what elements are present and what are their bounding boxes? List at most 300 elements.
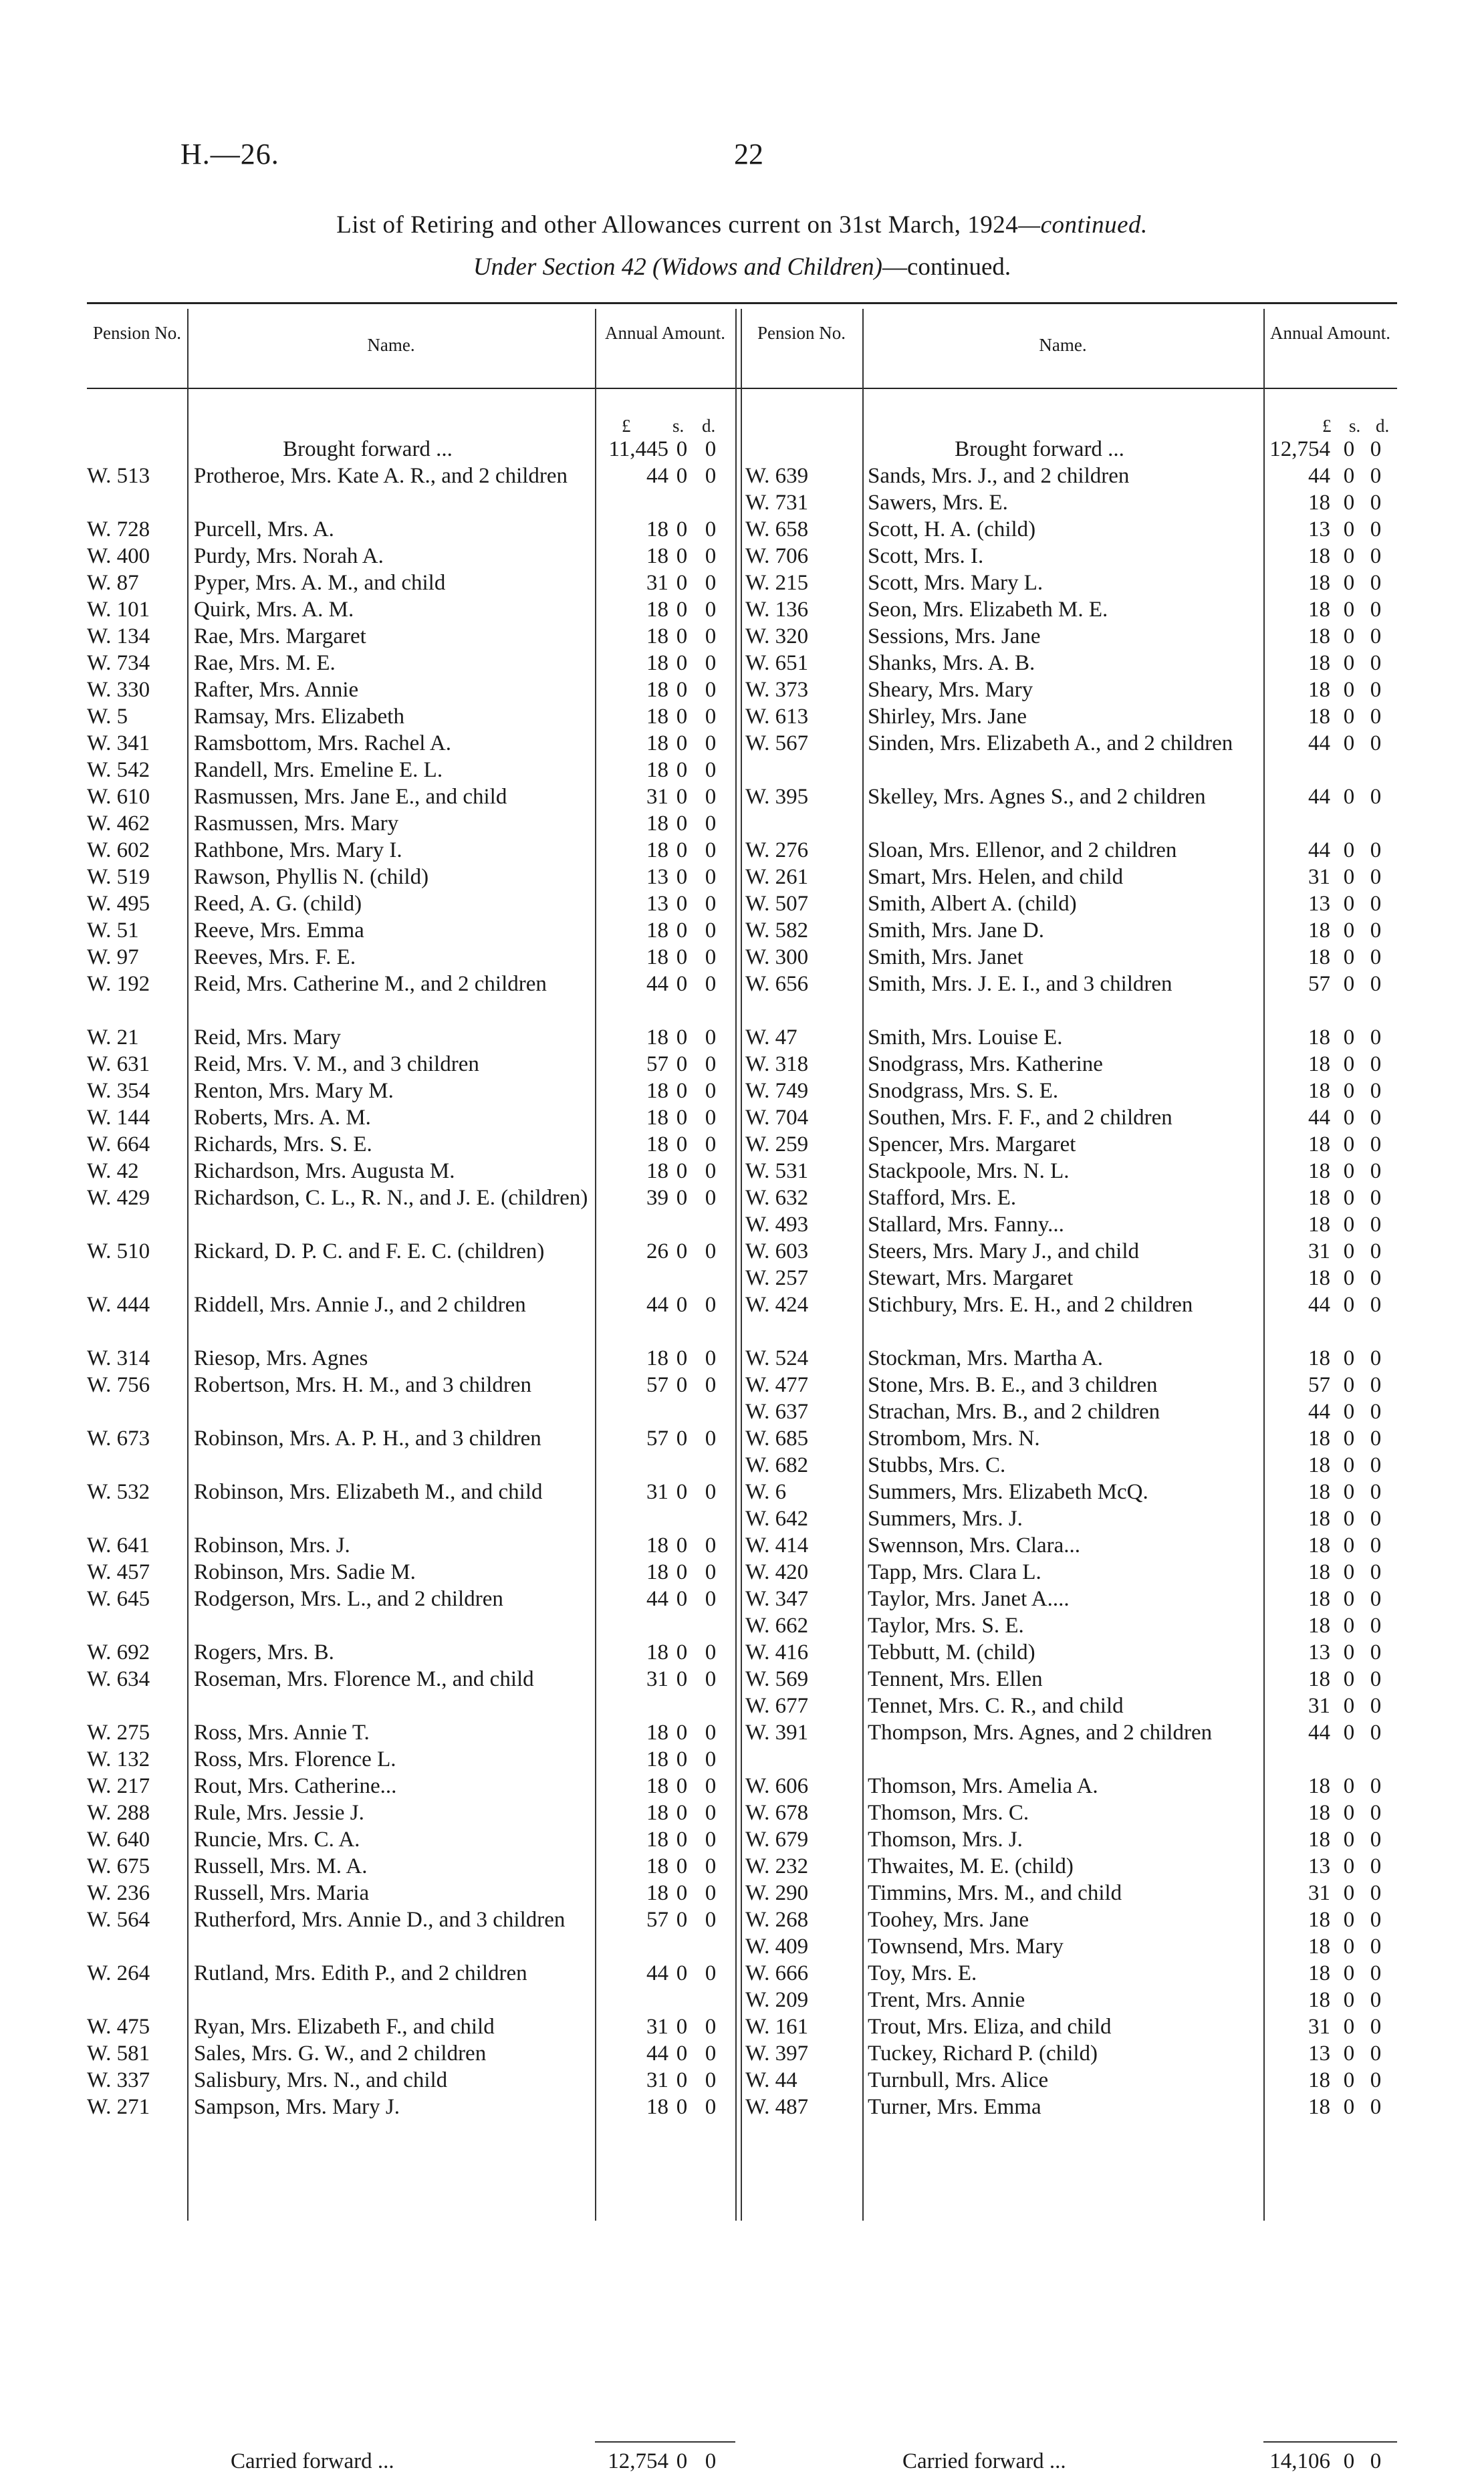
- pensioner-name: Swennson, Mrs. Clara...: [868, 1533, 1081, 1558]
- pensioner-name: Rutland, Mrs. Edith P., and 2 children: [194, 1961, 527, 1985]
- table-row: [87, 1104, 735, 1131]
- amount-pounds: 18: [1308, 1025, 1330, 1049]
- amount-shillings: 0: [676, 598, 688, 622]
- pensioner-name: Robinson, Mrs. Sadie M.: [194, 1560, 416, 1584]
- amount-shillings: 0: [1343, 1908, 1355, 1932]
- amount-pence: 0: [1370, 1935, 1382, 1959]
- amount-pence: 0: [1370, 517, 1382, 541]
- table-row: [87, 1372, 735, 1425]
- amount-shillings: 0: [1343, 1106, 1355, 1130]
- pensioner-name: Townsend, Mrs. Mary: [868, 1935, 1064, 1959]
- amount-shillings: 0: [1343, 1213, 1355, 1237]
- amount-shillings: 0: [1343, 918, 1355, 943]
- pensioner-name: Turnbull, Mrs. Alice: [868, 2068, 1049, 2092]
- pension-number: W. 728: [87, 517, 150, 541]
- pension-number: W. 734: [87, 651, 150, 675]
- table-row: [745, 1906, 1397, 1933]
- amount-shillings: 0: [1343, 785, 1355, 809]
- table-row: [745, 1452, 1397, 1479]
- amount-shillings: 0: [676, 1533, 688, 1558]
- amount-pence: 0: [1370, 1614, 1382, 1638]
- table-row: [745, 1693, 1397, 1719]
- table-row: [87, 1586, 735, 1639]
- carried-forward-label: Carried forward ...: [231, 2449, 394, 2473]
- amount-pounds: 31: [1308, 2015, 1330, 2039]
- header-annual-amount: Annual Amount.: [1270, 323, 1390, 343]
- header-annual-amount: Annual Amount.: [605, 323, 725, 343]
- pensioner-name: Snodgrass, Mrs. Katherine: [868, 1052, 1103, 1076]
- table-row: [745, 1880, 1397, 1906]
- amount-pence: 0: [1370, 1961, 1382, 1985]
- amount-pence: 0: [1370, 1560, 1382, 1584]
- pensioner-name: Strombom, Mrs. N.: [868, 1427, 1040, 1451]
- pension-number: W. 101: [87, 598, 150, 622]
- amount-pence: 0: [1370, 945, 1382, 969]
- amount-pounds: 18: [646, 624, 668, 648]
- table-row: [87, 1639, 735, 1666]
- table-row: [87, 676, 735, 703]
- amount-pounds: 18: [1308, 1988, 1330, 2012]
- pensioner-name: Quirk, Mrs. A. M.: [194, 598, 354, 622]
- amount-shillings: 0: [676, 544, 688, 568]
- table-row: [87, 1185, 735, 1238]
- amount-pounds: 18: [1308, 945, 1330, 969]
- pensioner-name: Rout, Mrs. Catherine...: [194, 1774, 397, 1798]
- pensioner-name: Runcie, Mrs. C. A.: [194, 1828, 360, 1852]
- table-row: [87, 1158, 735, 1185]
- amount-shillings: 0: [1343, 517, 1355, 541]
- pension-number: W. 276: [745, 838, 809, 862]
- amount-pounds: 31: [646, 2068, 668, 2092]
- pension-number: W. 610: [87, 785, 150, 809]
- amount-shillings: 0: [1343, 491, 1355, 515]
- amount-pence: 0: [1370, 1346, 1382, 1370]
- pensioner-name: Stockman, Mrs. Martha A.: [868, 1346, 1103, 1370]
- pensioner-name: Reeve, Mrs. Emma: [194, 918, 364, 943]
- pensioner-name: Southen, Mrs. F. F., and 2 children: [868, 1106, 1172, 1130]
- table-row: [745, 1719, 1397, 1773]
- pensioner-name: Stafford, Mrs. E.: [868, 1186, 1017, 1210]
- amount-pence: 0: [1370, 1854, 1382, 1878]
- amount-shillings: 0: [676, 1079, 688, 1103]
- amount-pence: 0: [705, 705, 717, 729]
- amount-pence: 0: [1370, 1079, 1382, 1103]
- amount-pounds: 18: [646, 1025, 668, 1049]
- amount-shillings: 0: [676, 705, 688, 729]
- amount-shillings: 0: [1343, 598, 1355, 622]
- amount-pounds: 18: [1308, 1453, 1330, 1477]
- amount-shillings: 0: [676, 2015, 688, 2039]
- amount-pence: 0: [705, 1132, 717, 1156]
- pension-number: W. 271: [87, 2095, 150, 2119]
- amount-pounds: 18: [1308, 1801, 1330, 1825]
- amount-shillings: 0: [676, 918, 688, 943]
- amount-pence: 0: [705, 892, 717, 916]
- pension-number: W. 391: [745, 1721, 809, 1745]
- table-row: [87, 2013, 735, 2040]
- pensioner-name: Rickard, D. P. C. and F. E. C. (children): [194, 1239, 545, 1263]
- table-row: [87, 2067, 735, 2094]
- amount-pounds: 31: [1308, 1239, 1330, 1263]
- amount-pounds: 13: [1308, 1640, 1330, 1664]
- pensioner-name: Ryan, Mrs. Elizabeth F., and child: [194, 2015, 495, 2039]
- amount-shillings: 0: [1343, 1694, 1355, 1718]
- pension-number: W. 424: [745, 1293, 809, 1317]
- pensioner-name: Smart, Mrs. Helen, and child: [868, 865, 1124, 889]
- table-row: [87, 516, 735, 543]
- pensioner-name: Smith, Albert A. (child): [868, 892, 1077, 916]
- unit-pounds: £: [1322, 416, 1332, 436]
- pension-number: W. 524: [745, 1346, 809, 1370]
- amount-shillings: 0: [676, 1159, 688, 1183]
- page-title-main: List of Retiring and other Allowances current on 31st March, 1924: [336, 211, 1019, 239]
- table-row: [745, 1612, 1397, 1639]
- amount-shillings: 0: [676, 464, 688, 488]
- table-row: [87, 757, 735, 783]
- amount-pence: 0: [705, 2015, 717, 2039]
- pensioner-name: Ross, Mrs. Florence L.: [194, 1747, 396, 1771]
- amount-shillings: 0: [676, 1293, 688, 1317]
- brought-forward-row: [87, 436, 735, 463]
- amount-shillings: 0: [1343, 892, 1355, 916]
- amount-pounds: 18: [646, 1828, 668, 1852]
- pensioner-name: Purdy, Mrs. Norah A.: [194, 544, 384, 568]
- pension-number: W. 582: [745, 918, 809, 943]
- pensioner-name: Reed, A. G. (child): [194, 892, 362, 916]
- pension-number: W. 477: [745, 1373, 809, 1397]
- amount-shillings: 0: [1343, 2042, 1355, 2066]
- table-row: [87, 1826, 735, 1853]
- pension-number: W. 731: [745, 491, 809, 515]
- amount-pounds: 18: [646, 651, 668, 675]
- table-row: [745, 543, 1397, 570]
- pensioner-name: Rule, Mrs. Jessie J.: [194, 1801, 364, 1825]
- amount-shillings: 0: [1343, 1721, 1355, 1745]
- amount-shillings: 0: [676, 1346, 688, 1370]
- amount-pence: 0: [1370, 1132, 1382, 1156]
- table-row: [745, 1131, 1397, 1158]
- amount-pence: 0: [705, 1854, 717, 1878]
- table-row: [745, 1425, 1397, 1452]
- amount-shillings: 0: [1343, 972, 1355, 996]
- pension-number: W. 685: [745, 1427, 809, 1451]
- amount-shillings: 0: [1343, 1453, 1355, 1477]
- table-row: [745, 1372, 1397, 1398]
- amount-pence: 0: [705, 517, 717, 541]
- amount-pence: 0: [1370, 1881, 1382, 1905]
- amount-pounds: 18: [646, 598, 668, 622]
- pensioner-name: Snodgrass, Mrs. S. E.: [868, 1079, 1059, 1103]
- amount-shillings: 0: [1343, 945, 1355, 969]
- amount-shillings: 0: [676, 1052, 688, 1076]
- table-row: [745, 1104, 1397, 1131]
- pension-number: W. 400: [87, 544, 150, 568]
- amount-pounds: 18: [646, 1079, 668, 1103]
- amount-pence: 0: [705, 1373, 717, 1397]
- amount-pounds: 44: [646, 972, 668, 996]
- carried-forward-pence: 0: [705, 2449, 717, 2473]
- pensioner-name: Tuckey, Richard P. (child): [868, 2042, 1098, 2066]
- amount-pounds: 18: [1308, 571, 1330, 595]
- right-rows: [745, 463, 1397, 2120]
- pensioner-name: Thompson, Mrs. Agnes, and 2 children: [868, 1721, 1213, 1745]
- pension-number: W. 337: [87, 2068, 150, 2092]
- pensioner-name: Robinson, Mrs. J.: [194, 1533, 350, 1558]
- pension-number: W. 640: [87, 1828, 150, 1852]
- pension-number: W. 215: [745, 571, 809, 595]
- table-row: [87, 650, 735, 676]
- amount-pounds: 18: [1308, 1667, 1330, 1691]
- pension-number: W. 97: [87, 945, 139, 969]
- table-row: [87, 864, 735, 890]
- amount-pounds: 18: [646, 1106, 668, 1130]
- amount-pounds: 18: [1308, 705, 1330, 729]
- amount-shillings: 0: [676, 1721, 688, 1745]
- amount-shillings: 0: [676, 2042, 688, 2066]
- amount-shillings: 0: [676, 785, 688, 809]
- pension-number: W. 569: [745, 1667, 809, 1691]
- pensioner-name: Smith, Mrs. J. E. I., and 3 children: [868, 972, 1172, 996]
- pension-number: W. 397: [745, 2042, 809, 2066]
- column-divider: [741, 309, 742, 2221]
- amount-shillings: 0: [1343, 1427, 1355, 1451]
- amount-pounds: 13: [646, 892, 668, 916]
- pensioner-name: Ramsay, Mrs. Elizabeth: [194, 705, 404, 729]
- amount-pounds: 13: [646, 865, 668, 889]
- amount-pence: 0: [705, 624, 717, 648]
- pension-number: W. 704: [745, 1106, 809, 1130]
- amount-shillings: 0: [676, 1961, 688, 1985]
- pension-number: W. 475: [87, 2015, 150, 2039]
- amount-pounds: 57: [646, 1427, 668, 1451]
- page-title-continued: —continued.: [1018, 211, 1148, 239]
- amount-pence: 0: [705, 678, 717, 702]
- table-row: [87, 2094, 735, 2120]
- amount-shillings: 0: [676, 517, 688, 541]
- amount-pence: 0: [1370, 1801, 1382, 1825]
- pensioner-name: Scott, H. A. (child): [868, 517, 1036, 541]
- amount-pounds: 18: [646, 544, 668, 568]
- table-row: [87, 463, 735, 516]
- amount-pence: 0: [1370, 705, 1382, 729]
- amount-pounds: 44: [646, 1293, 668, 1317]
- pensioner-name: Rutherford, Mrs. Annie D., and 3 children: [194, 1908, 566, 1932]
- pension-number: W. 275: [87, 1721, 150, 1745]
- column-divider: [735, 309, 737, 2221]
- amount-pounds: 18: [646, 1747, 668, 1771]
- pension-number: W. 5: [87, 705, 128, 729]
- amount-pence: 0: [1370, 1453, 1382, 1477]
- table-row: [745, 489, 1397, 516]
- amount-pence: 0: [705, 1346, 717, 1370]
- amount-shillings: 0: [676, 678, 688, 702]
- table-row: [745, 1051, 1397, 1078]
- amount-shillings: 0: [1343, 1801, 1355, 1825]
- pensioner-name: Riddell, Mrs. Annie J., and 2 children: [194, 1293, 526, 1317]
- amount-pence: 0: [1370, 1640, 1382, 1664]
- amount-shillings: 0: [1343, 1961, 1355, 1985]
- page-subtitle-main: Under Section 42 (Widows and Children): [473, 253, 882, 281]
- amount-shillings: 0: [676, 651, 688, 675]
- pension-number: W. 373: [745, 678, 809, 702]
- amount-pence: 0: [705, 1747, 717, 1771]
- pensioner-name: Reid, Mrs. V. M., and 3 children: [194, 1052, 479, 1076]
- pensioner-name: Sloan, Mrs. Ellenor, and 2 children: [868, 838, 1177, 862]
- table-row: [87, 917, 735, 944]
- pension-number: W. 662: [745, 1614, 809, 1638]
- amount-pence: 0: [1370, 1213, 1382, 1237]
- pension-number: W. 209: [745, 1988, 809, 2012]
- table-row: [745, 944, 1397, 971]
- amount-pence: 0: [1370, 1293, 1382, 1317]
- amount-pence: 0: [705, 865, 717, 889]
- amount-pence: 0: [705, 918, 717, 943]
- brought-forward-shillings: 0: [676, 437, 688, 461]
- pension-number: W. 606: [745, 1774, 809, 1798]
- amount-pence: 0: [705, 2068, 717, 2092]
- page-number: 22: [734, 138, 763, 170]
- pension-number: W. 217: [87, 1774, 150, 1798]
- amount-pounds: 18: [646, 945, 668, 969]
- amount-pence: 0: [1370, 1427, 1382, 1451]
- amount-pounds: 18: [1308, 1079, 1330, 1103]
- pension-number: W. 632: [745, 1186, 809, 1210]
- table-row: [745, 1960, 1397, 1987]
- unit-shillings: s.: [1349, 416, 1361, 436]
- pension-number: W. 87: [87, 571, 139, 595]
- pension-number: W. 290: [745, 1881, 809, 1905]
- amount-shillings: 0: [1343, 1293, 1355, 1317]
- amount-pounds: 18: [646, 705, 668, 729]
- pension-number: W. 581: [87, 2042, 150, 2066]
- amount-pounds: 18: [646, 1640, 668, 1664]
- pensioner-name: Skelley, Mrs. Agnes S., and 2 children: [868, 785, 1206, 809]
- amount-pence: 0: [1370, 2068, 1382, 2092]
- table-row: [745, 730, 1397, 783]
- table-row: [87, 1425, 735, 1479]
- pension-number: W. 532: [87, 1480, 150, 1504]
- pensioner-name: Rae, Mrs. M. E.: [194, 651, 336, 675]
- amount-pence: 0: [705, 598, 717, 622]
- amount-pence: 0: [705, 544, 717, 568]
- pensioner-name: Sampson, Mrs. Mary J.: [194, 2095, 400, 2119]
- pensioner-name: Stichbury, Mrs. E. H., and 2 children: [868, 1293, 1193, 1317]
- amount-shillings: 0: [1343, 1346, 1355, 1370]
- amount-pence: 0: [1370, 2015, 1382, 2039]
- amount-pounds: 18: [1308, 1774, 1330, 1798]
- amount-pounds: 18: [1308, 1587, 1330, 1611]
- brought-forward-pounds: 11,445: [608, 437, 668, 461]
- amount-pounds: 18: [646, 731, 668, 755]
- amount-pence: 0: [705, 1025, 717, 1049]
- pensioner-name: Stone, Mrs. B. E., and 3 children: [868, 1373, 1158, 1397]
- amount-pounds: 44: [646, 1961, 668, 1985]
- pensioner-name: Rafter, Mrs. Annie: [194, 678, 359, 702]
- pensioner-name: Rasmussen, Mrs. Mary: [194, 812, 399, 836]
- amount-shillings: 0: [676, 1774, 688, 1798]
- pensioner-name: Scott, Mrs. I.: [868, 544, 984, 568]
- table-row: [745, 2067, 1397, 2094]
- table-row: [745, 1158, 1397, 1185]
- amount-shillings: 0: [676, 972, 688, 996]
- pensioner-name: Tebbutt, M. (child): [868, 1640, 1035, 1664]
- amount-shillings: 0: [676, 945, 688, 969]
- pensioner-name: Summers, Mrs. Elizabeth McQ.: [868, 1480, 1148, 1504]
- amount-pounds: 44: [1308, 731, 1330, 755]
- table-row: [87, 543, 735, 570]
- amount-pence: 0: [705, 972, 717, 996]
- amount-pounds: 57: [1308, 972, 1330, 996]
- pensioner-name: Richardson, C. L., R. N., and J. E. (children): [194, 1186, 588, 1210]
- amount-shillings: 0: [1343, 865, 1355, 889]
- header-name: Name.: [1039, 335, 1087, 355]
- pensioner-name: Reid, Mrs. Mary: [194, 1025, 341, 1049]
- pensioner-name: Sales, Mrs. G. W., and 2 children: [194, 2042, 487, 2066]
- page-subtitle-continued: —continued.: [882, 253, 1011, 281]
- amount-pence: 0: [705, 1587, 717, 1611]
- brought-forward-label: Brought forward ...: [955, 437, 1124, 461]
- amount-pounds: 18: [1308, 1908, 1330, 1932]
- pension-number: W. 603: [745, 1239, 809, 1263]
- pensioner-name: Sinden, Mrs. Elizabeth A., and 2 children: [868, 731, 1233, 755]
- unit-pence: d.: [702, 416, 716, 436]
- amount-shillings: 0: [1343, 651, 1355, 675]
- amount-shillings: 0: [676, 1801, 688, 1825]
- amount-pence: 0: [705, 1239, 717, 1263]
- amount-pence: 0: [1370, 678, 1382, 702]
- carried-forward-pounds: 12,754: [608, 2449, 668, 2473]
- amount-shillings: 0: [1343, 1854, 1355, 1878]
- pensioner-name: Stallard, Mrs. Fanny...: [868, 1213, 1064, 1237]
- amount-shillings: 0: [1343, 1614, 1355, 1638]
- amount-shillings: 0: [676, 1239, 688, 1263]
- unit-pounds: £: [622, 416, 631, 436]
- amount-pounds: 57: [1308, 1373, 1330, 1397]
- pension-number: W. 756: [87, 1373, 150, 1397]
- amount-pounds: 18: [646, 1533, 668, 1558]
- amount-shillings: 0: [676, 1480, 688, 1504]
- pension-number: W. 409: [745, 1935, 809, 1959]
- amount-shillings: 0: [676, 731, 688, 755]
- amount-shillings: 0: [676, 2095, 688, 2119]
- table-row: [745, 1345, 1397, 1372]
- pension-number: W. 136: [745, 598, 809, 622]
- brought-forward-pounds: 12,754: [1269, 437, 1330, 461]
- table-row: [745, 917, 1397, 944]
- table-row: [87, 890, 735, 917]
- amount-shillings: 0: [676, 758, 688, 782]
- amount-pounds: 18: [1308, 2068, 1330, 2092]
- amount-shillings: 0: [1343, 544, 1355, 568]
- pension-number: W. 42: [87, 1159, 139, 1183]
- pensioner-name: Thwaites, M. E. (child): [868, 1854, 1074, 1878]
- pension-number: W. 462: [87, 812, 150, 836]
- pensioner-name: Trout, Mrs. Eliza, and child: [868, 2015, 1112, 2039]
- amount-pounds: 18: [1308, 2095, 1330, 2119]
- amount-shillings: 0: [1343, 1828, 1355, 1852]
- amount-pounds: 57: [646, 1908, 668, 1932]
- pension-number: W. 330: [87, 678, 150, 702]
- amount-shillings: 0: [1343, 1400, 1355, 1424]
- amount-shillings: 0: [676, 1373, 688, 1397]
- table-row: [745, 570, 1397, 596]
- pension-number: W. 641: [87, 1533, 150, 1558]
- table-row: [745, 783, 1397, 837]
- table-row: [87, 1853, 735, 1880]
- pensioner-name: Rodgerson, Mrs. L., and 2 children: [194, 1587, 503, 1611]
- amount-pounds: 18: [646, 812, 668, 836]
- pensioner-name: Taylor, Mrs. Janet A....: [868, 1587, 1070, 1611]
